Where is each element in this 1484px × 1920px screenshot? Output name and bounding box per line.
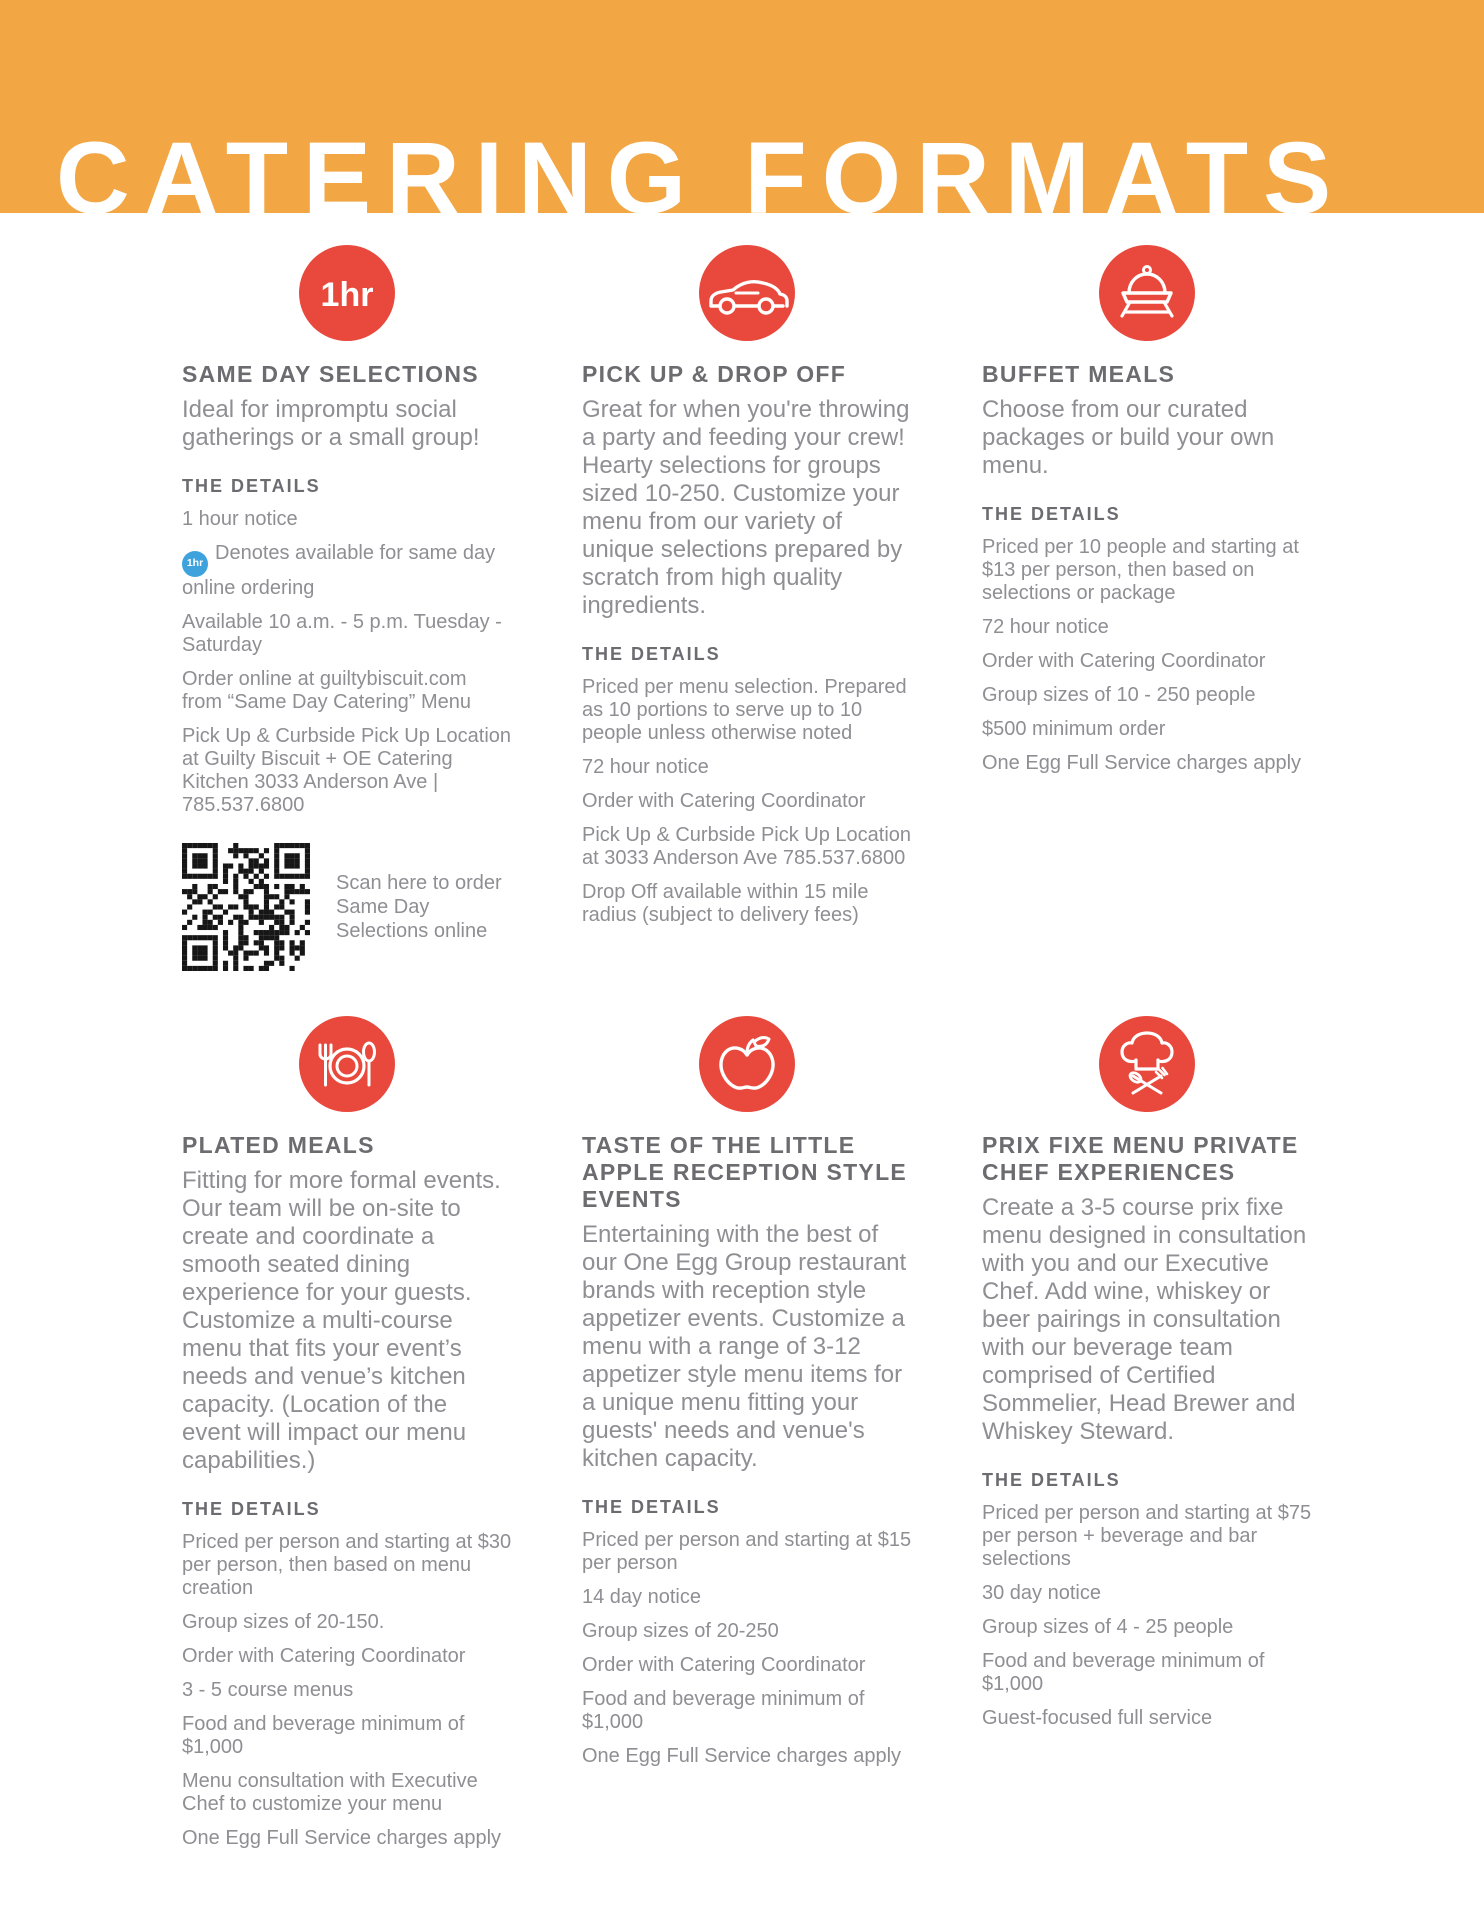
section-title: BUFFET MEALS [982, 361, 1176, 387]
detail-item: Pick Up & Curbside Pick Up Location at Guilty Biscuit + OE Catering Kitchen 3033 Anderson Ave | 785.537.6800 [182, 724, 512, 816]
detail-item: Priced per menu selection. Prepared as 10 portions to serve up to 10 people unless otherwise noted [582, 676, 907, 745]
section-intro: Ideal for impromptu social gatherings or a small group! [182, 396, 480, 452]
details-heading: THE DETAILS [982, 504, 1121, 525]
detail-item: Group sizes of 10 - 250 people [982, 684, 1256, 707]
detail-item: Pick Up & Curbside Pick Up Location at 3033 Anderson Ave 785.537.6800 [582, 824, 912, 870]
detail-item: Food and beverage minimum of $1,000 [182, 1713, 465, 1759]
detail-item: Available 10 a.m. - 5 p.m. Tuesday - Saturday [182, 610, 502, 656]
section-intro: Choose from our curated packages or build your own menu. [982, 396, 1275, 480]
detail-item: 1hr Denotes available for same day online ordering [182, 542, 496, 599]
section-prix-fixe-private-chef [982, 1016, 1312, 1850]
details-list [582, 1518, 912, 1768]
qr-code [182, 843, 310, 971]
sections-row-1 [182, 245, 1312, 971]
section-buffet-meals [982, 245, 1312, 971]
details-heading: THE DETAILS [182, 476, 321, 497]
detail-item: 14 day notice [582, 1586, 701, 1609]
detail-item: Priced per person and starting at $30 per person, then based on menu creation [182, 1531, 512, 1600]
section-plated-meals [182, 1016, 512, 1850]
detail-item: Guest-focused full service [982, 1707, 1213, 1730]
qr-row [182, 843, 516, 971]
details-heading: THE DETAILS [582, 644, 721, 665]
buffet-dish-icon [1099, 245, 1195, 341]
car-icon [699, 245, 795, 341]
section-intro: Great for when you're throwing a party and feeding your crew! Hearty selections for groups sized 10-250. Customize your menu from our variety of unique selections prepared by scratch from high quality ingredients. [582, 396, 910, 620]
details-list [182, 1520, 512, 1850]
detail-item: One Egg Full Service charges apply [582, 1745, 902, 1768]
details-heading: THE DETAILS [182, 1499, 321, 1520]
detail-item: Order with Catering Coordinator [582, 1654, 866, 1677]
section-pick-up-drop-off [582, 245, 912, 971]
section-title: TASTE OF THE LITTLE APPLE RECEPTION STYLE EVENTS [582, 1132, 908, 1213]
detail-item: Food and beverage minimum of $1,000 [982, 1650, 1265, 1696]
detail-item: Group sizes of 4 - 25 people [982, 1616, 1234, 1639]
apple-icon [699, 1016, 795, 1112]
header-band [0, 0, 1484, 213]
detail-item: 30 day notice [982, 1582, 1101, 1605]
detail-item: Group sizes of 20-250 [582, 1620, 779, 1643]
detail-item: Order with Catering Coordinator [982, 650, 1266, 673]
plated-meal-icon [299, 1016, 395, 1112]
details-list [182, 497, 512, 817]
section-title: PICK UP & DROP OFF [582, 361, 847, 387]
detail-item: Priced per 10 people and starting at $13 per person, then based on selections or package [982, 536, 1299, 605]
detail-item: One Egg Full Service charges apply [182, 1827, 502, 1850]
details-list [582, 665, 912, 927]
section-same-day-selections [182, 245, 512, 971]
detail-item: 72 hour notice [582, 756, 709, 779]
detail-item: 72 hour notice [982, 616, 1109, 639]
page-title: CATERING FORMATS [56, 121, 1347, 213]
detail-item: One Egg Full Service charges apply [982, 752, 1302, 775]
one-hour-badge-icon: 1hr [182, 551, 208, 577]
section-title: PLATED MEALS [182, 1132, 375, 1158]
section-intro: Entertaining with the best of our One Egg Group restaurant brands with reception style appetizer events. Customize a menu with a range of 3-12 appetizer style menu items for a unique menu fitting your guests' needs and venue's kitchen capacity. [582, 1221, 907, 1473]
detail-item: Order with Catering Coordinator [582, 790, 866, 813]
section-intro: Create a 3-5 course prix fixe menu designed in consultation with you and our Executive Chef. Add wine, whiskey or beer pairings in consultation with our beverage team comprised of Certified Sommelier, Head Brewer and Whiskey Steward. [982, 1194, 1307, 1446]
detail-item: Order online at guiltybiscuit.com from “Same Day Catering” Menu [182, 667, 471, 713]
section-title: SAME DAY SELECTIONS [182, 361, 479, 387]
detail-item: Food and beverage minimum of $1,000 [582, 1688, 865, 1734]
qr-caption: Scan here to order Same Day Selections online [336, 871, 502, 942]
detail-item: $500 minimum order [982, 718, 1166, 741]
detail-item: 1 hour notice [182, 508, 298, 531]
detail-item: 3 - 5 course menus [182, 1679, 354, 1702]
details-list [982, 1491, 1312, 1730]
section-taste-of-the-little-apple [582, 1016, 912, 1850]
detail-item: Menu consultation with Executive Chef to customize your menu [182, 1770, 478, 1816]
chef-hat-icon [1099, 1016, 1195, 1112]
detail-item: Order with Catering Coordinator [182, 1645, 466, 1668]
detail-item: Group sizes of 20-150. [182, 1611, 385, 1634]
svg-text:1hr: 1hr [320, 276, 374, 314]
section-intro: Fitting for more formal events. Our team will be on-site to create and coordinate a smooth seated dining experience for your guests. Customize a multi-course menu that fits your event’s needs and venue’s kitchen capacity. (Location of the event will impact our menu capabilities.) [182, 1167, 501, 1475]
section-title: PRIX FIXE MENU PRIVATE CHEF EXPERIENCES [982, 1132, 1299, 1186]
detail-item: Priced per person and starting at $15 per person [582, 1529, 912, 1575]
details-list [982, 525, 1312, 775]
sections-row-2 [182, 1016, 1312, 1850]
one-hour-icon [299, 245, 395, 341]
details-heading: THE DETAILS [582, 1497, 721, 1518]
detail-item: Priced per person and starting at $75 per person + beverage and bar selections [982, 1502, 1312, 1571]
details-heading: THE DETAILS [982, 1470, 1121, 1491]
detail-item: Drop Off available within 15 mile radius (subject to delivery fees) [582, 881, 869, 927]
